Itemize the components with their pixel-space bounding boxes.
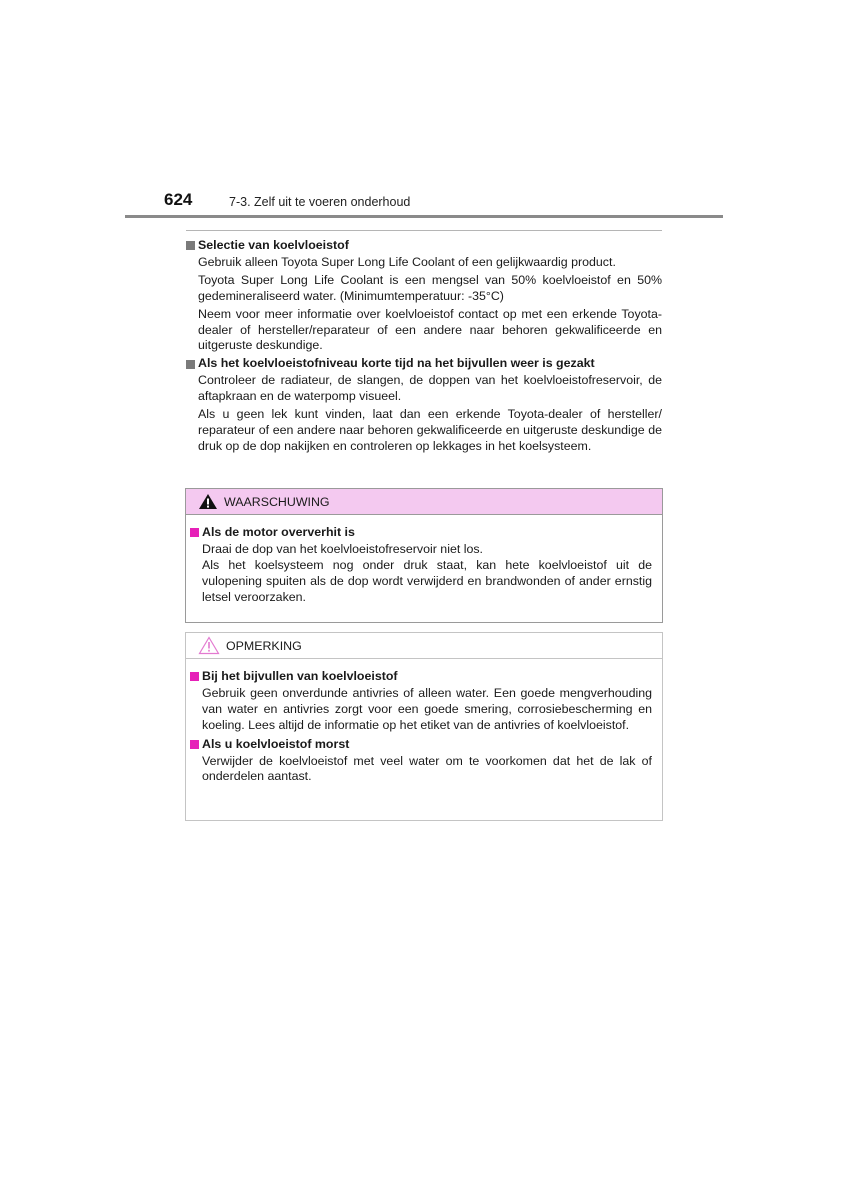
warning-item-heading [190, 525, 652, 541]
paragraph: Toyota Super Long Life Coolant is een mengsel van 50% koelvloeistof en 50% gedemineraliseerd water. (Minimumtemperatuur: -35°C) [198, 272, 662, 303]
notice-box [185, 632, 663, 821]
heading-text: Als u koelvloeistof morst [202, 736, 350, 751]
heading-text: Als het koelvloeistofniveau korte tijd na het bijvullen weer is gezakt [198, 356, 595, 371]
paragraph: Als u geen lek kunt vinden, laat dan een erkende Toyota-dealer of hersteller/ reparateur of een andere naar behoren gekwalificeerde en uitgeruste deskundige de druk op de dop nakijken en controleren op lekkages in het koelsysteem. [198, 407, 662, 453]
main-content [186, 236, 662, 455]
heading-text: Bij het bijvullen van koelvloeistof [202, 669, 398, 683]
square-bullet-icon [186, 360, 195, 369]
heading-text: Selectie van koelvloeistof [198, 238, 349, 252]
content-top-rule [186, 230, 662, 231]
notice-title: OPMERKING [226, 638, 302, 653]
page-number: 624 [164, 190, 193, 209]
heading-text: Als de motor oververhit is [202, 525, 355, 539]
section-title: 7-3. Zelf uit te voeren onderhoud [229, 195, 411, 209]
notice-item-heading [190, 669, 652, 685]
magenta-square-bullet-icon [190, 528, 199, 537]
notice-body [186, 659, 662, 785]
paragraph: Neem voor meer informatie over koelvloeistof contact op met een erkende Toyota-dealer of hersteller/reparateur of een andere naar behoren gekwalificeerde en uitgeruste deskundige. [198, 306, 662, 353]
paragraph: Controleer de radiateur, de slangen, de doppen van het koelvloeistofreservoir, de aftapkraan en de waterpomp visueel. [198, 373, 662, 404]
section-level-dropped [186, 356, 662, 454]
section-heading [186, 238, 662, 254]
warning-triangle-icon [198, 493, 218, 510]
notice-line: Gebruik geen onverdunde antivries of alleen water. Een goede mengverhouding van water en antivries zorgt voor een goede smering, corrosiebescherming en koeling. Lees altijd de informatie op het etiket van de antivries of koelvloeistof. [202, 685, 652, 732]
warning-line: Als het koelsysteem nog onder druk staat, kan hete koelvloeistof uit de vulopening spuiten als de dop wordt verwijderd en brandwonden of ander ernstig letsel veroorzaken. [202, 557, 652, 604]
section-coolant-selection [186, 238, 662, 354]
section-heading [186, 356, 662, 372]
magenta-square-bullet-icon [190, 672, 199, 681]
notice-line: Verwijder de koelvloeistof met veel water om te voorkomen dat het de lak of onderdelen aantast. [202, 753, 652, 784]
notice-item-heading [190, 737, 652, 753]
warning-header [186, 489, 662, 515]
magenta-square-bullet-icon [190, 740, 199, 749]
warning-title: WAARSCHUWING [224, 494, 330, 509]
caution-triangle-outline-icon [198, 636, 220, 655]
paragraph: Gebruik alleen Toyota Super Long Life Coolant of een gelijkwaardig product. [198, 254, 616, 269]
header-rule [125, 215, 723, 218]
notice-header [186, 633, 662, 659]
warning-box [185, 488, 663, 623]
warning-body [186, 515, 662, 606]
square-bullet-icon [186, 241, 195, 250]
warning-line: Draai de dop van het koelvloeistofreservoir niet los. [202, 541, 484, 556]
